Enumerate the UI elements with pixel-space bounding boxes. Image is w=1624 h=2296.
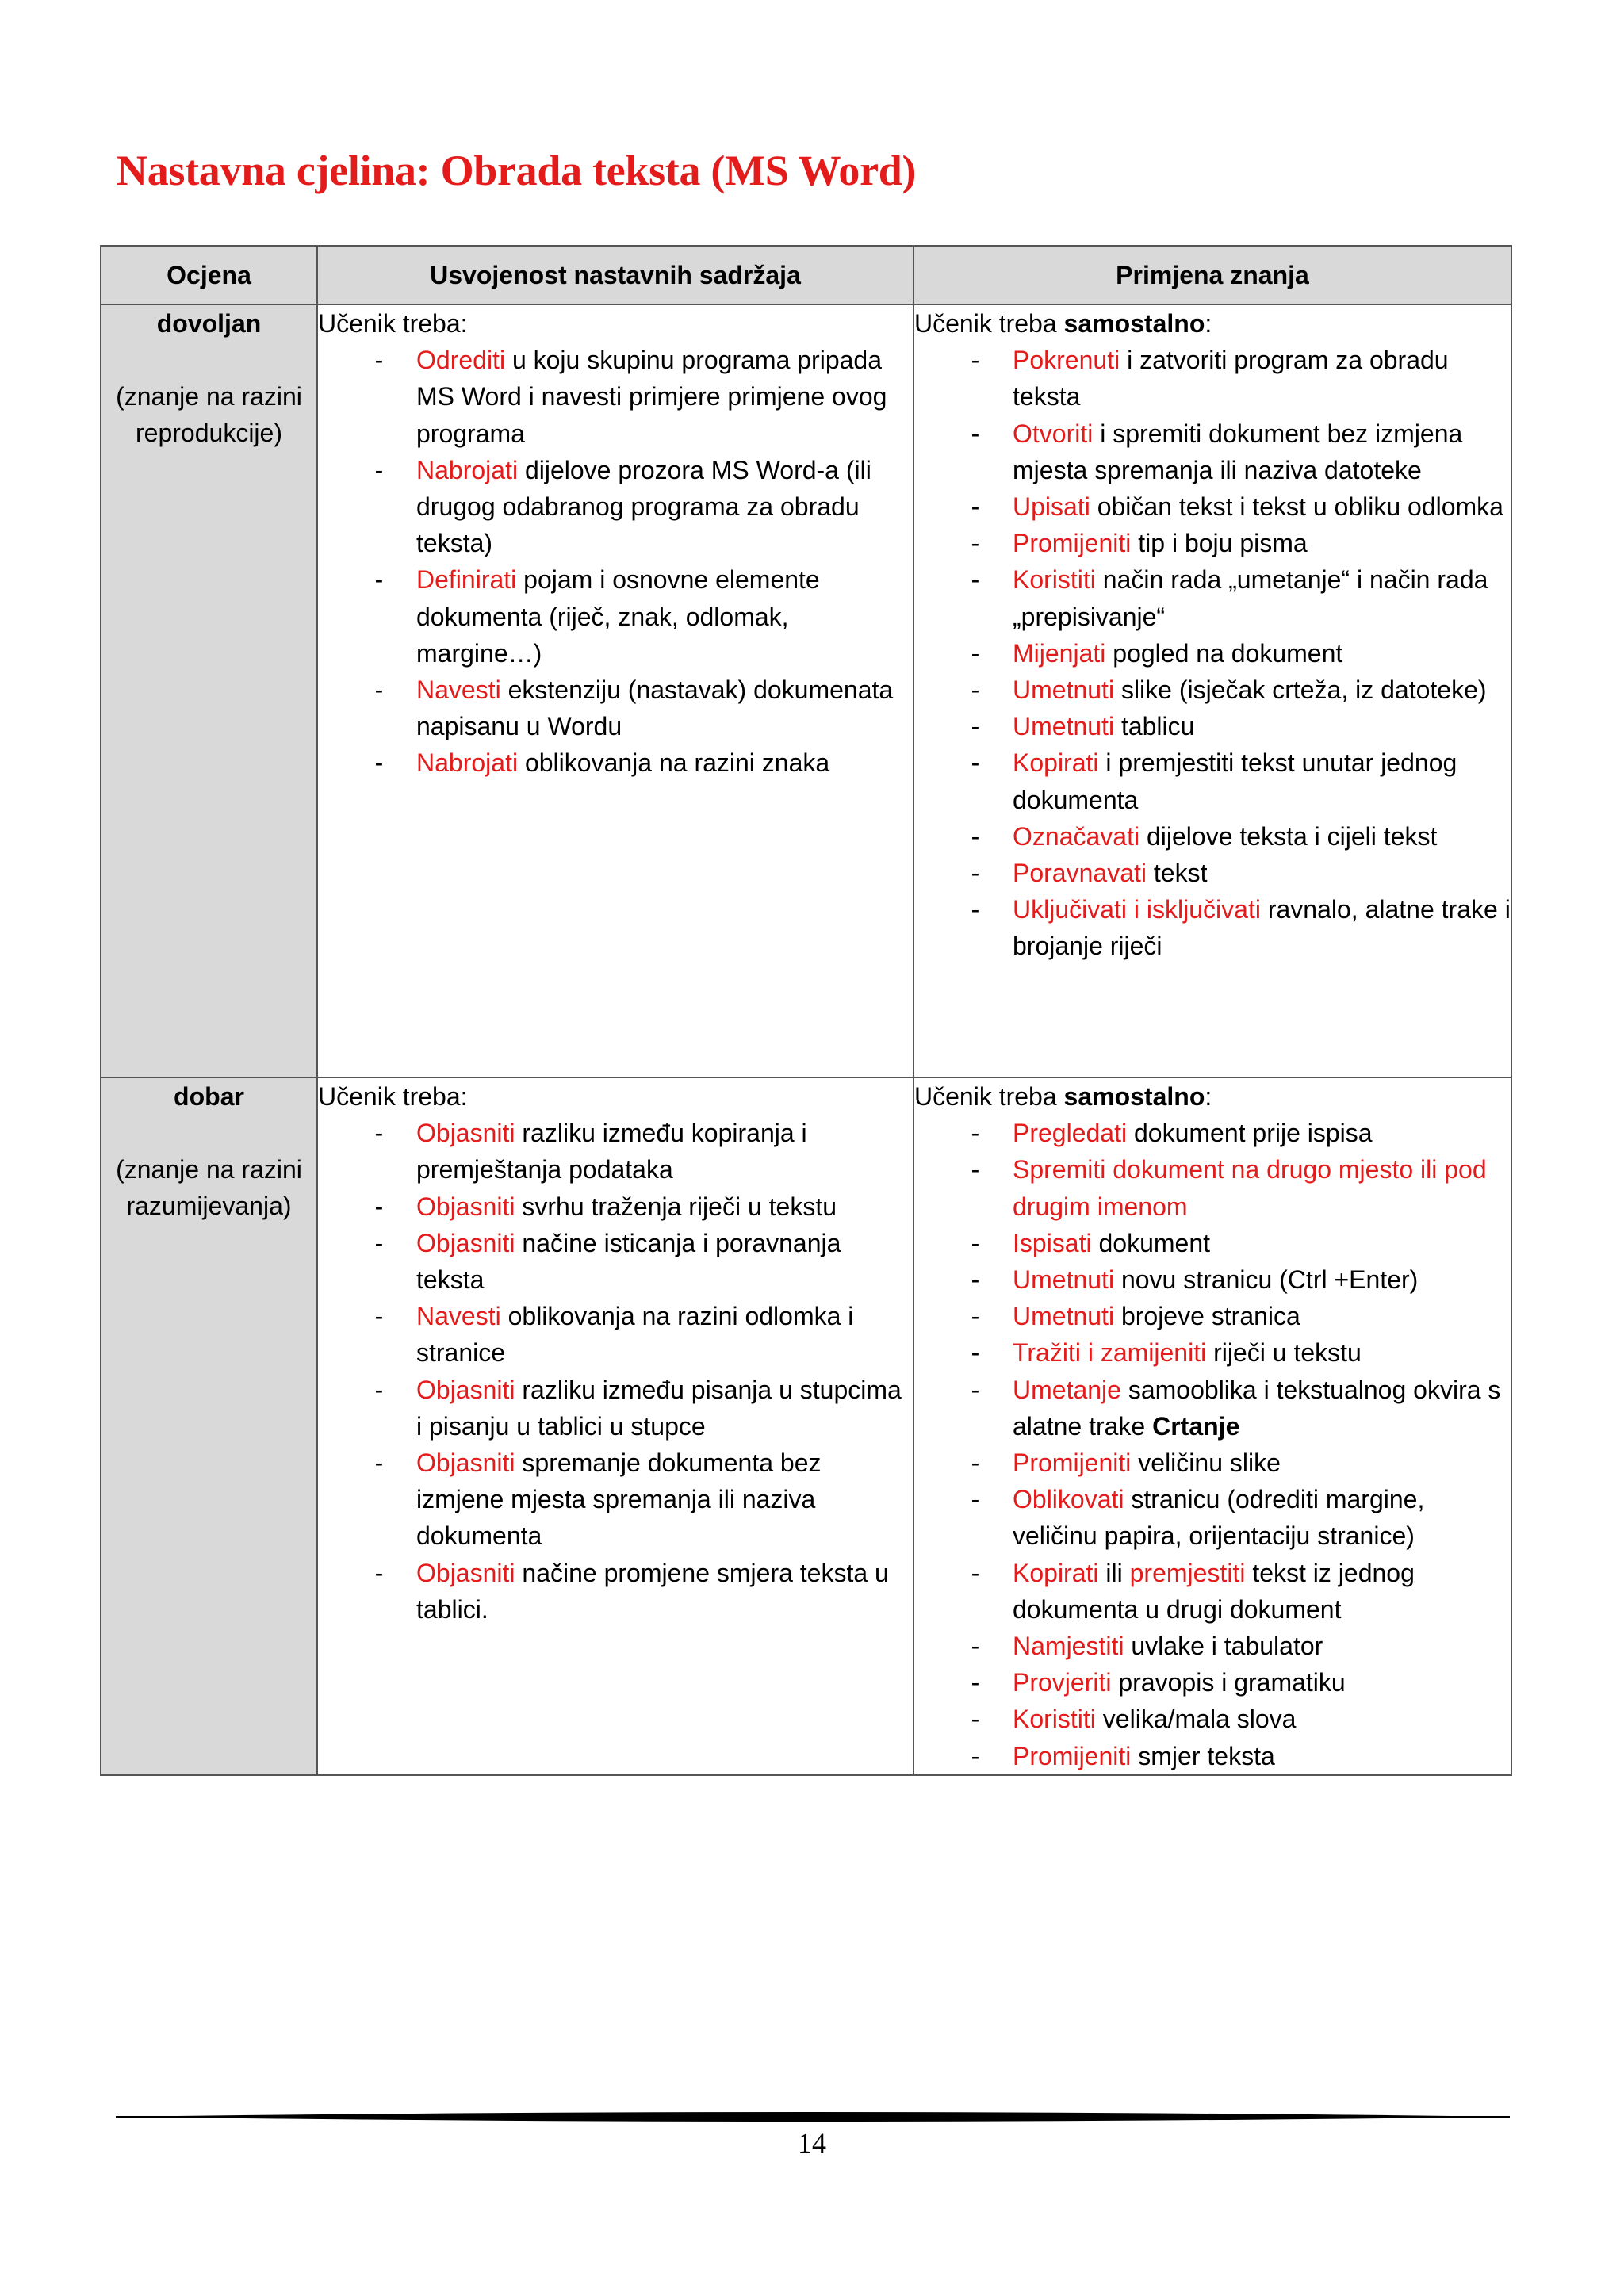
- item-verb: Navesti: [416, 1302, 501, 1331]
- item-verb: Pregledati: [1013, 1119, 1128, 1148]
- item-text: tip i boju pisma: [1131, 529, 1308, 558]
- item-verb: Promijeniti: [1013, 1741, 1132, 1770]
- item-text: brojeve stranica: [1114, 1302, 1300, 1331]
- list-item: [914, 1555, 1511, 1628]
- item-verb: Umetnuti: [1013, 712, 1115, 741]
- item-verb: Oblikovati: [1013, 1485, 1124, 1514]
- item-verb: Definirati: [416, 565, 517, 595]
- list-item: [318, 1445, 913, 1555]
- intro-colon: :: [1205, 1082, 1212, 1111]
- list-item: [318, 1188, 913, 1225]
- item-text: načine isticanja i poravnanja teksta: [416, 1228, 841, 1295]
- item-text: ravnalo, alatne trake i brojanje riječi: [1013, 895, 1511, 961]
- item-text: tablicu: [1114, 712, 1195, 741]
- list-item: [914, 1628, 1511, 1664]
- bullet-dash: -: [374, 1375, 384, 1404]
- item-verb: Mijenjati: [1013, 638, 1106, 668]
- table-header-row: [101, 246, 1511, 304]
- item-verb: Promijeniti: [1013, 1448, 1132, 1478]
- list-item: [914, 708, 1511, 744]
- item-verb: Umetnuti: [1013, 675, 1115, 705]
- item-verb: Umetanje: [1013, 1375, 1121, 1404]
- bullet-dash: -: [971, 712, 980, 741]
- bullet-dash: -: [374, 346, 384, 375]
- list-item: [318, 342, 913, 452]
- item-verb: premjestiti: [1129, 1558, 1246, 1587]
- bullet-dash: -: [374, 455, 384, 484]
- item-text: dokument prije ispisa: [1127, 1119, 1373, 1148]
- item-text: slike (isječak crteža, iz datoteke): [1114, 675, 1487, 705]
- bullet-dash: -: [971, 1375, 980, 1404]
- item-verb: Umetnuti: [1013, 1302, 1115, 1331]
- grade-description: (znanje na razini razumijevanja): [116, 1155, 302, 1220]
- item-text: običan tekst i tekst u obliku odlomka: [1090, 492, 1503, 522]
- item-text: spremanje dokumenta bez izmjene mjesta spremanja ili naziva dokumenta: [416, 1448, 822, 1551]
- bullet-dash: -: [971, 1741, 980, 1770]
- item-verb: Objasniti: [416, 1375, 515, 1404]
- header-application: Primjena znanja: [914, 246, 1511, 304]
- item-text: načine promjene smjera teksta u tablici.: [416, 1558, 889, 1624]
- item-text: smjer teksta: [1131, 1741, 1275, 1770]
- list-item: [914, 891, 1511, 964]
- page-number: 14: [798, 2127, 826, 2159]
- content-intro: Učenik treba:: [318, 309, 468, 338]
- item-text: ekstenziju (nastavak) dokumenata napisanu u Wordu: [416, 675, 894, 741]
- item-text: ili: [1098, 1558, 1130, 1587]
- item-text: dokument: [1091, 1228, 1211, 1257]
- item-text: novu stranicu (Ctrl +Enter): [1114, 1265, 1419, 1295]
- bullet-dash: -: [971, 1705, 980, 1734]
- bullet-dash: -: [971, 565, 980, 595]
- content-intro: Učenik treba:: [318, 1082, 468, 1111]
- bullet-dash: -: [971, 1119, 980, 1148]
- grade-name: dobar: [174, 1082, 244, 1111]
- item-text: stranicu (odrediti margine, veličinu papira, orijentaciju stranice): [1013, 1485, 1425, 1551]
- list-item: [318, 1225, 913, 1298]
- bullet-dash: -: [971, 346, 980, 375]
- list-item: [914, 635, 1511, 672]
- header-content: Usvojenost nastavnih sadržaja: [317, 246, 914, 304]
- item-text: razliku između pisanja u stupcima i pisanju u tablici u stupce: [416, 1375, 902, 1441]
- content-cell: [317, 1077, 914, 1775]
- item-bold: Crtanje: [1152, 1411, 1240, 1441]
- list-item: [914, 672, 1511, 708]
- item-verb: Koristiti: [1013, 1705, 1096, 1734]
- bullet-dash: -: [971, 895, 980, 924]
- bullet-dash: -: [971, 638, 980, 668]
- item-verb: Poravnavati: [1013, 859, 1147, 888]
- item-text: oblikovanja na razini odlomka i stranice: [416, 1302, 854, 1368]
- list-item: [318, 672, 913, 744]
- item-verb: Odrediti: [416, 346, 506, 375]
- bullet-dash: -: [374, 1558, 384, 1587]
- list-item: [914, 415, 1511, 488]
- item-text: svrhu traženja riječi u tekstu: [515, 1192, 837, 1221]
- bullet-dash: -: [971, 821, 980, 851]
- application-cell: [914, 1077, 1511, 1775]
- intro-bold: samostalno: [1063, 1082, 1205, 1111]
- item-text: dijelove teksta i cijeli tekst: [1139, 821, 1438, 851]
- item-text: tekst iz jednog dokumenta u drugi dokument: [1013, 1558, 1415, 1624]
- grade-cell: [101, 304, 317, 1077]
- item-verb: Objasniti: [416, 1448, 515, 1478]
- list-item: [914, 1738, 1511, 1774]
- list-item: [914, 1115, 1511, 1151]
- list-item: [914, 1298, 1511, 1334]
- bullet-dash: -: [971, 529, 980, 558]
- item-verb: Umetnuti: [1013, 1265, 1115, 1295]
- bullet-dash: -: [971, 1485, 980, 1514]
- list-item: [914, 1445, 1511, 1481]
- item-verb: Upisati: [1013, 492, 1090, 522]
- item-verb: Namjestiti: [1013, 1632, 1124, 1661]
- item-verb: Uključivati i isključivati: [1013, 895, 1261, 924]
- bullet-dash: -: [374, 1302, 384, 1331]
- bullet-dash: -: [971, 1448, 980, 1478]
- item-text: i spremiti dokument bez izmjena mjesta spremanja ili naziva datoteke: [1013, 419, 1463, 484]
- list-item: [914, 818, 1511, 855]
- list-item: [914, 1334, 1511, 1371]
- list-item: [914, 855, 1511, 891]
- content-cell: [317, 304, 914, 1077]
- list-item: [914, 744, 1511, 817]
- bullet-dash: -: [971, 1155, 980, 1184]
- application-list: [914, 1115, 1511, 1774]
- content-list: [318, 342, 913, 781]
- list-item: [914, 488, 1511, 525]
- list-item: [914, 1701, 1511, 1737]
- list-item: [914, 1151, 1511, 1224]
- grade-description: (znanje na razini reprodukcije): [116, 382, 302, 447]
- bullet-dash: -: [971, 675, 980, 705]
- application-list: [914, 342, 1511, 964]
- item-verb: Kopirati: [1013, 1558, 1099, 1587]
- item-text: veličinu slike: [1131, 1448, 1281, 1478]
- list-item: [318, 744, 913, 781]
- list-item: [914, 1372, 1511, 1445]
- footer-divider: [116, 2109, 1510, 2125]
- list-item: [318, 1298, 913, 1371]
- item-verb: Otvoriti: [1013, 419, 1094, 448]
- bullet-dash: -: [971, 1632, 980, 1661]
- item-verb: Kopirati: [1013, 748, 1099, 778]
- page-title: Nastavna cjelina: Obrada teksta (MS Word): [117, 147, 917, 194]
- list-item: [914, 342, 1511, 415]
- intro-text: Učenik treba: [914, 309, 1064, 338]
- bullet-dash: -: [374, 1448, 384, 1478]
- intro-text: Učenik treba: [914, 1082, 1064, 1111]
- item-text: tekst: [1146, 859, 1208, 888]
- item-text: pogled na dokument: [1105, 638, 1343, 668]
- item-verb: Nabrojati: [416, 455, 519, 484]
- list-item: [914, 1481, 1511, 1554]
- item-verb: Objasniti: [416, 1119, 515, 1148]
- bullet-dash: -: [374, 565, 384, 595]
- content-list: [318, 1115, 913, 1628]
- list-item: [914, 525, 1511, 561]
- bullet-dash: -: [971, 419, 980, 448]
- bullet-dash: -: [971, 748, 980, 778]
- item-text: pravopis i gramatiku: [1111, 1668, 1346, 1697]
- bullet-dash: -: [971, 1668, 980, 1697]
- header-grade: Ocjena: [101, 246, 317, 304]
- intro-bold: samostalno: [1063, 309, 1205, 338]
- list-item: [914, 1664, 1511, 1701]
- application-intro: [914, 305, 1511, 342]
- item-text: u koju skupinu programa pripada MS Word i navesti primjere primjene ovog programa: [416, 346, 887, 448]
- table-row: [101, 304, 1511, 1077]
- list-item: [914, 1261, 1511, 1298]
- item-verb: Koristiti: [1013, 565, 1096, 595]
- item-text: razliku između kopiranja i premještanja podataka: [416, 1119, 807, 1184]
- item-text: oblikovanja na razini znaka: [518, 748, 830, 778]
- item-text: dijelove prozora MS Word-a (ili drugog odabranog programa za obradu teksta): [416, 455, 871, 558]
- bullet-dash: -: [971, 1228, 980, 1257]
- item-verb: Pokrenuti: [1013, 346, 1120, 375]
- bullet-dash: -: [971, 492, 980, 522]
- bullet-dash: -: [971, 1265, 980, 1295]
- item-verb: Tražiti i zamijeniti: [1013, 1338, 1207, 1368]
- list-item: [318, 1115, 913, 1188]
- item-verb: Ispisati: [1013, 1228, 1092, 1257]
- item-text: samooblika i tekstualnog okvira s alatne trake: [1013, 1375, 1501, 1441]
- list-item: [914, 1225, 1511, 1261]
- item-text: riječi u tekstu: [1206, 1338, 1362, 1368]
- item-text: i zatvoriti program za obradu teksta: [1013, 346, 1449, 411]
- item-verb: Spremiti dokument na drugo mjesto ili pod drugim imenom: [1013, 1155, 1487, 1221]
- item-text: način rada „umetanje“ i način rada „prepisivanje“: [1013, 565, 1488, 631]
- bullet-dash: -: [971, 1338, 980, 1368]
- bullet-dash: -: [971, 1302, 980, 1331]
- bullet-dash: -: [971, 1558, 980, 1587]
- list-item: [318, 561, 913, 672]
- item-verb: Nabrojati: [416, 748, 519, 778]
- application-intro: [914, 1078, 1511, 1115]
- item-text: uvlake i tabulator: [1124, 1632, 1323, 1661]
- bullet-dash: -: [971, 859, 980, 888]
- bullet-dash: -: [374, 748, 384, 778]
- list-item: [318, 452, 913, 562]
- item-verb: Objasniti: [416, 1192, 515, 1221]
- list-item: [914, 561, 1511, 634]
- bullet-dash: -: [374, 1192, 384, 1221]
- item-verb: Navesti: [416, 675, 501, 705]
- bullet-dash: -: [374, 675, 384, 705]
- item-verb: Objasniti: [416, 1558, 515, 1587]
- intro-colon: :: [1205, 309, 1212, 338]
- item-text: velika/mala slova: [1095, 1705, 1297, 1734]
- grading-table: [100, 245, 1512, 1776]
- item-text: i premjestiti tekst unutar jednog dokumenta: [1013, 748, 1457, 814]
- item-text: pojam i osnovne elemente dokumenta (riječ, znak, odlomak, margine…): [416, 565, 820, 668]
- list-item: [318, 1372, 913, 1445]
- item-verb: Označavati: [1013, 821, 1140, 851]
- application-cell: [914, 304, 1511, 1077]
- item-verb: Provjeriti: [1013, 1668, 1112, 1697]
- grade-name: dovoljan: [156, 309, 262, 338]
- item-verb: Promijeniti: [1013, 529, 1132, 558]
- bullet-dash: -: [374, 1228, 384, 1257]
- item-verb: Objasniti: [416, 1228, 515, 1257]
- list-item: [318, 1555, 913, 1628]
- table-row: [101, 1077, 1511, 1775]
- grade-cell: [101, 1077, 317, 1775]
- bullet-dash: -: [374, 1119, 384, 1148]
